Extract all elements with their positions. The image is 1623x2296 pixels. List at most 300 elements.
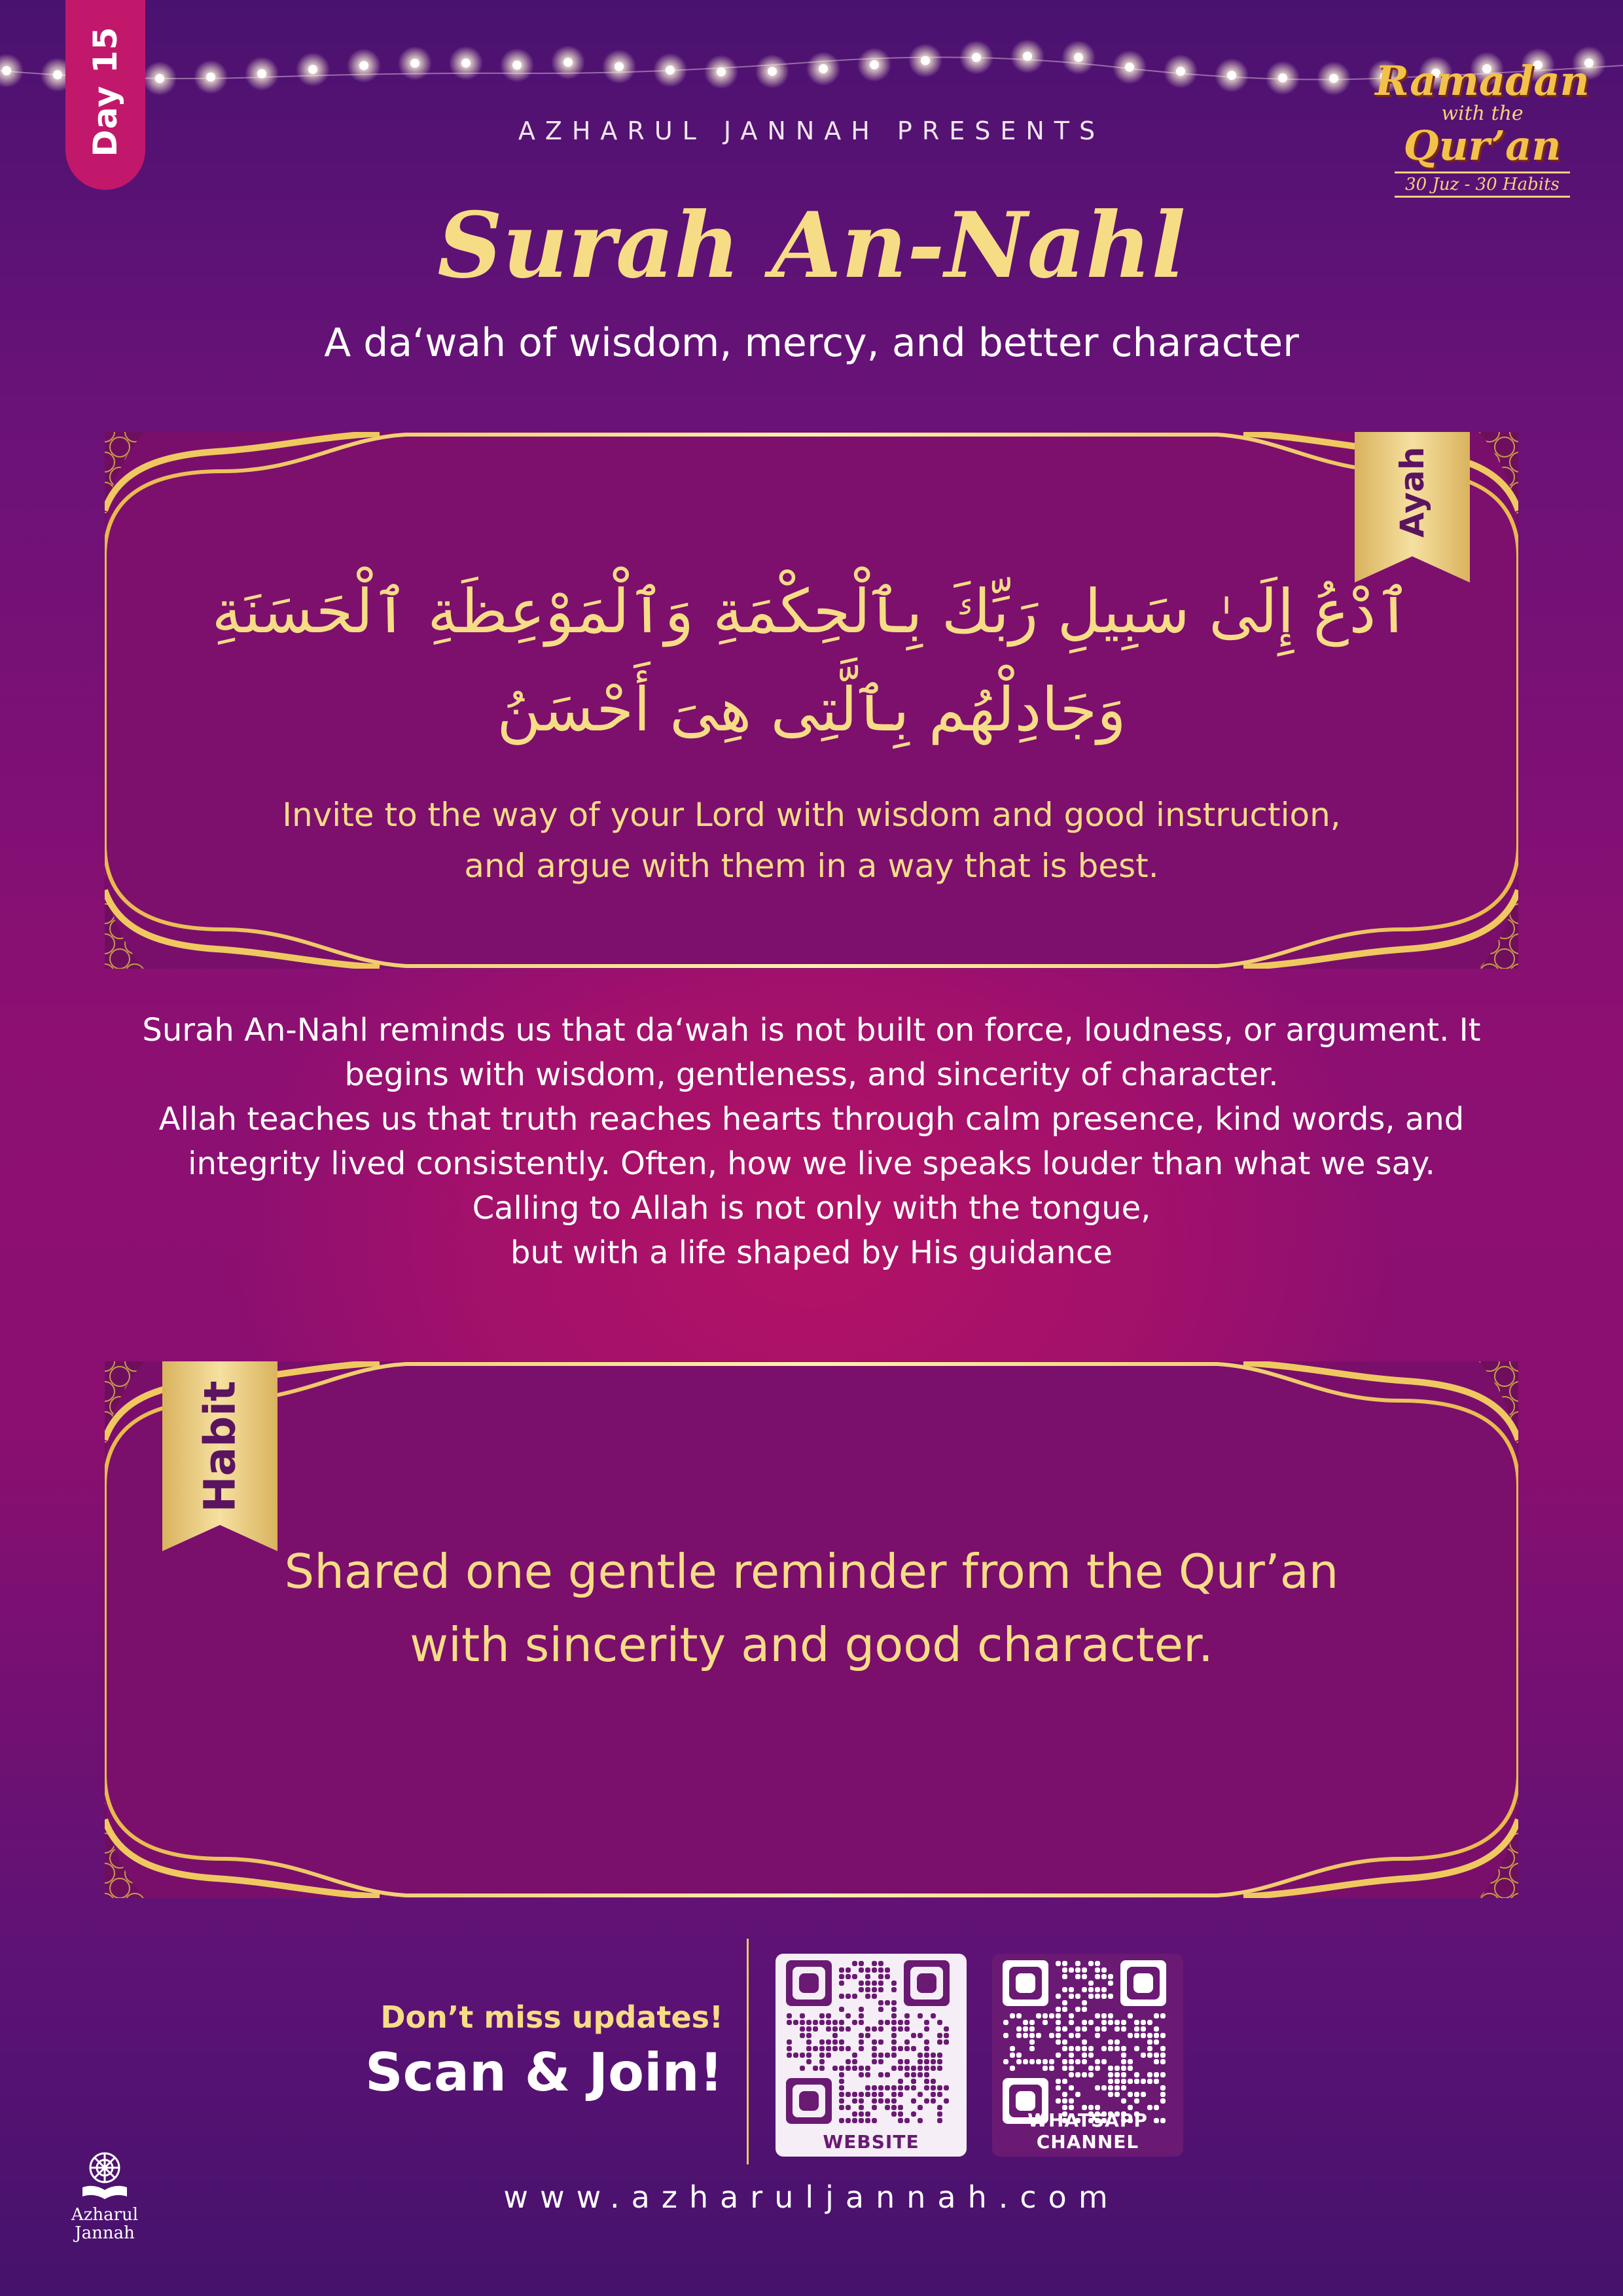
qr-module	[1069, 2046, 1074, 2051]
qr-module	[872, 2026, 877, 2032]
logo-line-with-the: with the	[1441, 102, 1524, 125]
qr-module	[1043, 2020, 1048, 2025]
qr-module	[924, 2059, 929, 2064]
qr-module	[944, 2085, 949, 2090]
qr-module	[891, 1981, 897, 1986]
qr-module	[832, 2020, 838, 2025]
qr-module	[793, 2020, 798, 2025]
qr-module	[1108, 2066, 1113, 2071]
qr-module	[1082, 2053, 1087, 2058]
reflection-line: integrity lived consistently. Often, how we live speaks louder than what we say.	[188, 1145, 1435, 1182]
qr-module	[1069, 2020, 1074, 2025]
qr-module	[911, 2098, 916, 2104]
qr-module	[1082, 2026, 1087, 2032]
qr-module	[1075, 2059, 1080, 2064]
qr-module	[898, 2111, 903, 2117]
qr-module	[1115, 2066, 1120, 2071]
qr-module	[1056, 1994, 1061, 1999]
qr-module	[891, 2039, 897, 2045]
qr-module	[819, 2053, 825, 2058]
qr-module	[859, 2066, 864, 2071]
qr-module	[931, 2098, 936, 2104]
reflection-paragraph	[105, 1008, 1518, 1275]
qr-module	[904, 2085, 910, 2090]
qr-module	[787, 2020, 792, 2025]
reflection-line: Allah teaches us that truth reaches hearts through calm presence, kind words, and	[158, 1101, 1465, 1138]
light-bulb	[1023, 52, 1032, 61]
qr-module	[865, 2092, 870, 2097]
qr-module	[1154, 2072, 1159, 2077]
qr-module	[1056, 2039, 1061, 2045]
qr-module	[1082, 2059, 1087, 2064]
qr-module	[1056, 1961, 1061, 1966]
qr-module	[918, 2059, 923, 2064]
qr-module	[944, 2033, 949, 2038]
qr-module	[1108, 2039, 1113, 2045]
qr-module	[898, 2026, 903, 2032]
qr-module	[1101, 1987, 1107, 1992]
qr-module	[1088, 2020, 1094, 2025]
qr-module	[1069, 1967, 1074, 1973]
qr-module	[1069, 2013, 1074, 2018]
qr-module	[806, 2020, 812, 2025]
qr-module	[1115, 2085, 1120, 2090]
qr-module	[1029, 2033, 1035, 2038]
qr-module	[1049, 2066, 1054, 2071]
qr-module	[1003, 2059, 1008, 2064]
qr-module	[898, 2105, 903, 2110]
qr-module	[1134, 2098, 1139, 2104]
qr-module	[1147, 2039, 1152, 2045]
qr-module	[806, 2026, 812, 2032]
qr-module	[865, 2033, 870, 2038]
qr-module	[1016, 2033, 1022, 2038]
qr-module	[1160, 2098, 1166, 2104]
qr-module	[1095, 2066, 1100, 2071]
qr-module	[1160, 2072, 1166, 2077]
qr-module	[1036, 2033, 1041, 2038]
qr-module	[859, 1967, 864, 1973]
qr-module	[918, 2033, 923, 2038]
qr-module	[839, 2072, 844, 2077]
qr-module	[1121, 2098, 1126, 2104]
qr-module	[859, 2105, 864, 2110]
verse-translation-line-2: and argue with them in a way that is best.	[464, 847, 1159, 885]
qr-module	[865, 1967, 870, 1973]
qr-module	[832, 2066, 838, 2071]
qr-finder-mark	[799, 1973, 819, 1993]
qr-module	[1016, 2026, 1022, 2032]
qr-module	[865, 1981, 870, 1986]
qr-module	[1082, 2000, 1087, 2005]
qr-module	[872, 2053, 877, 2058]
light-bulb	[666, 65, 675, 75]
qr-module	[1088, 1961, 1094, 1966]
qr-module	[885, 2105, 890, 2110]
qr-module	[918, 2092, 923, 2097]
qr-module	[1134, 2046, 1139, 2051]
ayah-card	[105, 432, 1518, 969]
qr-module	[878, 2007, 883, 2012]
qr-module	[1147, 2033, 1152, 2038]
qr-module	[1062, 2092, 1067, 2097]
qr-module	[852, 2111, 857, 2117]
qr-module	[1069, 2053, 1074, 2058]
qr-module	[813, 2046, 818, 2051]
qr-module	[1082, 2039, 1087, 2045]
qr-module	[1095, 2026, 1100, 2032]
qr-module	[1003, 2020, 1008, 2025]
light-bulb	[1125, 63, 1134, 72]
qr-module	[878, 2072, 883, 2077]
qr-module	[1088, 2066, 1094, 2071]
website-qr-code[interactable]	[776, 1954, 967, 2157]
qr-module	[800, 2066, 805, 2071]
qr-module	[859, 2033, 864, 2038]
qr-module	[839, 2098, 844, 2104]
qr-module	[865, 2072, 870, 2077]
qr-module	[898, 2092, 903, 2097]
qr-module	[1056, 2007, 1061, 2012]
qr-module	[1154, 2059, 1159, 2064]
qr-module	[1101, 2085, 1107, 2090]
verse-translation	[105, 789, 1518, 891]
qr-module	[1049, 2059, 1054, 2064]
website-qr-icon	[786, 1960, 956, 2124]
qr-module	[904, 2020, 910, 2025]
qr-module	[1147, 2046, 1152, 2051]
qr-module	[787, 2039, 792, 2045]
footer-logo-line-2: Jannah	[75, 2223, 135, 2243]
qr-module	[1010, 2053, 1015, 2058]
qr-module	[1128, 2033, 1133, 2038]
qr-module	[878, 2000, 883, 2005]
qr-module	[1029, 2059, 1035, 2064]
qr-module	[819, 2039, 825, 2045]
page-title: Surah An-Nahl	[437, 192, 1186, 298]
qr-module	[1121, 2046, 1126, 2051]
reflection-line: Calling to Allah is not only with the tongue,	[472, 1190, 1151, 1227]
qr-module	[918, 2053, 923, 2058]
qr-module	[1134, 2026, 1139, 2032]
qr-module	[931, 2092, 936, 2097]
qr-module	[832, 2026, 838, 2032]
qr-module	[806, 2046, 812, 2051]
qr-module	[832, 2039, 838, 2045]
light-bulb	[410, 59, 419, 68]
qr-module	[1160, 2059, 1166, 2064]
qr-module	[1141, 2079, 1146, 2084]
page-subtitle: A da‘wah of wisdom, mercy, and better character	[324, 320, 1299, 366]
qr-module	[898, 2085, 903, 2090]
qr-module	[1029, 2039, 1035, 2045]
logo-tagline: 30 Juz - 30 Habits	[1395, 171, 1570, 198]
qr-module	[1069, 1987, 1074, 1992]
qr-module	[839, 2007, 844, 2012]
qr-module	[885, 1967, 890, 1973]
qr-module	[1043, 2066, 1048, 2071]
qr-module	[924, 2046, 929, 2051]
qr-module	[891, 2066, 897, 2071]
light-bulb	[461, 58, 471, 67]
qr-module	[872, 2092, 877, 2097]
qr-module	[1141, 2020, 1146, 2025]
habit-line-2: with sincerity and good character.	[410, 1617, 1213, 1672]
cta-subheading: Don’t miss updates!	[380, 2000, 723, 2035]
qr-module	[1029, 2020, 1035, 2025]
qr-module	[1095, 2059, 1100, 2064]
qr-module	[1023, 2059, 1028, 2064]
qr-module	[1075, 2033, 1080, 2038]
qr-module	[1075, 2092, 1080, 2097]
qr-module	[1088, 1987, 1094, 1992]
qr-module	[1121, 2020, 1126, 2025]
qr-module	[931, 2059, 936, 2064]
qr-module	[937, 2053, 942, 2058]
qr-module	[944, 2098, 949, 2104]
qr-module	[1088, 2053, 1094, 2058]
qr-module	[800, 2013, 805, 2018]
qr-module	[1056, 2053, 1061, 2058]
qr-module	[891, 2000, 897, 2005]
qr-module	[819, 2059, 825, 2064]
qr-module	[806, 2033, 812, 2038]
qr-module	[885, 2098, 890, 2104]
qr-module	[800, 2053, 805, 2058]
verse-translation-line-1: Invite to the way of your Lord with wisdom and good instruction,	[282, 796, 1341, 834]
qr-module	[924, 2066, 929, 2071]
qr-module	[878, 1974, 883, 1979]
qr-module	[1101, 1994, 1107, 1999]
qr-module	[878, 1961, 883, 1966]
qr-module	[846, 2092, 851, 2097]
qr-module	[1075, 2072, 1080, 2077]
qr-module	[865, 2066, 870, 2071]
qr-module	[1128, 2059, 1133, 2064]
reflection-line: but with a life shaped by His guidance	[510, 1234, 1113, 1271]
qr-module	[1075, 1961, 1080, 1966]
qr-module	[878, 2026, 883, 2032]
qr-module	[872, 2118, 877, 2123]
qr-module	[839, 2105, 844, 2110]
qr-module	[846, 2059, 851, 2064]
qr-module	[832, 2046, 838, 2051]
qr-module	[1069, 2085, 1074, 2090]
light-bulb	[768, 67, 777, 76]
qr-module	[1121, 2059, 1126, 2064]
qr-module	[937, 2118, 942, 2123]
qr-module	[904, 2026, 910, 2032]
day-badge-label: Day 15	[86, 26, 124, 157]
qr-module	[839, 2118, 844, 2123]
qr-module	[1108, 2046, 1113, 2051]
qr-module	[1062, 2059, 1067, 2064]
qr-module	[878, 2053, 883, 2058]
qr-module	[839, 1994, 844, 1999]
qr-module	[846, 1994, 851, 1999]
qr-module	[1108, 2013, 1113, 2018]
qr-module	[1010, 2046, 1015, 2051]
qr-module	[1108, 1974, 1113, 1979]
qr-module	[1095, 2085, 1100, 2090]
qr-module	[819, 2020, 825, 2025]
qr-module	[924, 2098, 929, 2104]
qr-module	[846, 2066, 851, 2071]
qr-module	[793, 2053, 798, 2058]
website-url[interactable]: www.azharuljannah.com	[503, 2179, 1120, 2215]
qr-module	[891, 2007, 897, 2012]
qr-module	[918, 2013, 923, 2018]
qr-module	[826, 2039, 831, 2045]
habit-statement	[236, 1535, 1387, 1681]
qr-module	[1108, 2085, 1113, 2090]
light-bulb	[1329, 74, 1338, 83]
qr-module	[1101, 1974, 1107, 1979]
qr-module	[826, 2053, 831, 2058]
qr-module	[1043, 2059, 1048, 2064]
qr-module	[1128, 2079, 1133, 2084]
qr-module	[1160, 2013, 1166, 2018]
qr-module	[1082, 2007, 1087, 2012]
day-badge	[65, 0, 145, 190]
qr-module	[891, 2111, 897, 2117]
qr-module	[911, 2033, 916, 2038]
qr-module	[1023, 2020, 1028, 2025]
qr-module	[800, 2020, 805, 2025]
qr-module	[885, 2072, 890, 2077]
light-bulb	[717, 67, 726, 77]
qr-module	[872, 1967, 877, 1973]
qr-module	[1154, 2013, 1159, 2018]
qr-module	[872, 2098, 877, 2104]
qr-module	[1062, 2039, 1067, 2045]
qr-module	[1062, 2026, 1067, 2032]
qr-module	[1062, 2046, 1067, 2051]
qr-module	[885, 2053, 890, 2058]
qr-module	[859, 2092, 864, 2097]
qr-module	[1147, 2053, 1152, 2058]
qr-module	[1088, 1994, 1094, 1999]
qr-module	[1134, 2079, 1139, 2084]
qr-module	[819, 2013, 825, 2018]
qr-module	[1062, 1961, 1067, 1966]
qr-module	[1010, 2066, 1015, 2071]
qr-module	[1062, 2007, 1067, 2012]
qr-module	[832, 2033, 838, 2038]
qr-module	[1010, 2013, 1015, 2018]
qr-module	[865, 2111, 870, 2117]
qr-module	[839, 2020, 844, 2025]
qr-module	[1115, 2092, 1120, 2097]
qr-module	[1062, 2066, 1067, 2071]
qr-module	[937, 2066, 942, 2071]
qr-module	[806, 2059, 812, 2064]
qr-module	[1101, 2046, 1107, 2051]
qr-module	[1062, 1967, 1067, 1973]
qr-module	[1115, 2046, 1120, 2051]
qr-module	[787, 2013, 792, 2018]
qr-module	[1069, 2066, 1074, 2071]
qr-module	[859, 2118, 864, 2123]
qr-module	[872, 2059, 877, 2064]
qr-module	[904, 2066, 910, 2071]
qr-module	[872, 2105, 877, 2110]
qr-module	[839, 2046, 844, 2051]
qr-module	[1062, 2079, 1067, 2084]
qr-module	[846, 1974, 851, 1979]
qr-module	[865, 2118, 870, 2123]
qr-module	[1128, 2066, 1133, 2071]
qr-module	[911, 2079, 916, 2084]
qr-module	[1160, 2046, 1166, 2051]
qr-module	[865, 2085, 870, 2090]
qr-module	[898, 2046, 903, 2051]
light-bulb	[1278, 73, 1287, 82]
light-bulb	[155, 74, 164, 83]
qr-module	[839, 2026, 844, 2032]
qr-module	[1121, 2079, 1126, 2084]
qr-module	[852, 1974, 857, 1979]
footer-logo-line-1: Azharul	[71, 2205, 139, 2225]
light-bulb	[512, 61, 522, 70]
qr-module	[1069, 1994, 1074, 1999]
qr-module	[937, 2111, 942, 2117]
qr-module	[1108, 1994, 1113, 1999]
cta-heading: Scan & Join!	[365, 2042, 723, 2103]
qr-module	[1134, 2092, 1139, 2097]
qr-module	[904, 2046, 910, 2051]
qr-module	[806, 2053, 812, 2058]
qr-module	[891, 2033, 897, 2038]
qr-module	[1082, 1987, 1087, 1992]
qr-module	[1082, 2072, 1087, 2077]
whatsapp-qr-label: WHATSAPP CHANNEL	[1027, 2109, 1148, 2153]
qr-module	[904, 2059, 910, 2064]
qr-module	[1101, 1967, 1107, 1973]
qr-module	[1056, 2026, 1061, 2032]
qr-module	[852, 2053, 857, 2058]
qr-module	[839, 2085, 844, 2090]
qr-module	[1075, 1994, 1080, 1999]
qr-module	[1023, 2026, 1028, 2032]
qr-module	[859, 2072, 864, 2077]
qr-module	[878, 1987, 883, 1992]
qr-module	[806, 2039, 812, 2045]
whatsapp-qr-code[interactable]	[992, 1954, 1183, 2157]
qr-module	[819, 2046, 825, 2051]
qr-module	[878, 2098, 883, 2104]
qr-module	[1043, 2013, 1048, 2018]
qr-module	[852, 2092, 857, 2097]
qr-module	[1115, 2020, 1120, 2025]
qr-module	[1108, 1981, 1113, 1986]
qr-module	[944, 2026, 949, 2032]
qr-module	[1101, 2013, 1107, 2018]
qr-module	[1101, 2020, 1107, 2025]
qr-module	[1016, 2059, 1022, 2064]
qr-module	[859, 2098, 864, 2104]
qr-module	[1016, 2013, 1022, 2018]
qr-module	[1154, 2033, 1159, 2038]
qr-module	[846, 1967, 851, 1973]
qr-module	[1003, 2033, 1008, 2038]
qr-module	[924, 2053, 929, 2058]
qr-module	[911, 2085, 916, 2090]
qr-module	[839, 1974, 844, 1979]
qr-module	[1088, 1981, 1094, 1986]
light-bulb	[257, 69, 266, 79]
qr-module	[839, 1967, 844, 1973]
